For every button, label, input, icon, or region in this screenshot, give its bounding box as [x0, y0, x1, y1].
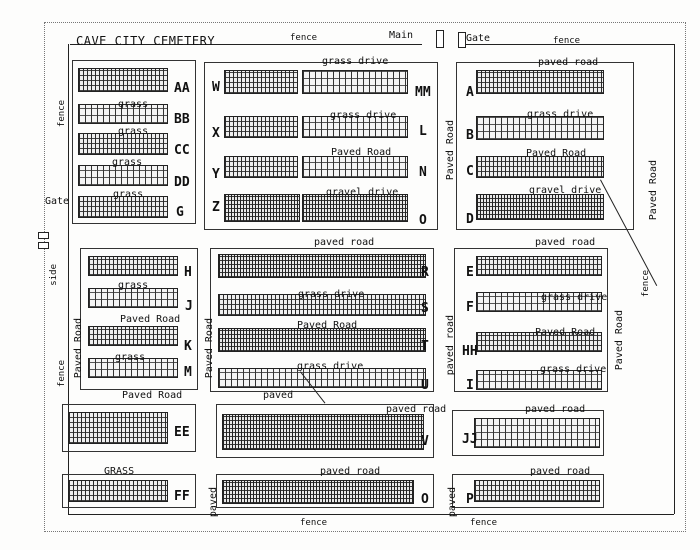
road-label: paved road [535, 237, 596, 248]
road-label: grass drive [527, 109, 594, 120]
section-label: K [184, 339, 192, 354]
fence-right-line [674, 44, 675, 514]
section-label: AA [174, 81, 190, 96]
section-label: G [176, 205, 184, 220]
section-label: F [466, 300, 474, 315]
grave-block [474, 480, 600, 502]
road-label: Paved Road [204, 318, 215, 379]
road-label: Paved Road [614, 310, 625, 371]
boundary-label: fence [57, 360, 67, 388]
road-label: grass drive [297, 361, 364, 372]
road-label: grass drive [541, 292, 608, 303]
section-label: V [421, 434, 429, 449]
section-label: M [184, 365, 192, 380]
section-label: O [419, 213, 427, 228]
grave-block [224, 116, 298, 138]
boundary-label: fence [470, 518, 498, 528]
road-label: paved [263, 390, 294, 401]
road-label: paved road [525, 404, 586, 415]
section-label: D [466, 212, 474, 227]
section-label: Y [212, 167, 220, 182]
boundary-label: side [49, 264, 59, 286]
boundary-label: fence [300, 518, 328, 528]
road-label: grass [113, 189, 144, 200]
section-label: H [184, 265, 192, 280]
road-label: Paved Road [445, 120, 456, 181]
section-label: CC [174, 143, 190, 158]
road-label: grass [112, 157, 143, 168]
section-label: C [466, 164, 474, 179]
grave-block [224, 70, 298, 94]
road-label: paved road [445, 315, 456, 376]
road-label: grass drive [540, 364, 607, 375]
road-label: Paved Road [331, 147, 392, 158]
road-label: paved road [320, 466, 381, 477]
grave-block [476, 194, 604, 220]
boundary-label: fence [290, 33, 318, 43]
road-label: grass drive [298, 289, 365, 300]
boundary-label: fence [57, 100, 67, 128]
section-label: X [212, 126, 220, 141]
grave-block [88, 326, 178, 346]
grave-block [68, 480, 168, 502]
entrance-label: Gate [466, 33, 491, 44]
section-label: EE [174, 425, 190, 440]
road-label: paved [208, 487, 219, 518]
road-label: gravel drive [326, 187, 399, 198]
gate-side-upper [458, 32, 466, 48]
grave-block [302, 156, 408, 178]
boundary-label: fence [553, 36, 581, 46]
section-label: W [212, 80, 220, 95]
section-label: L [419, 124, 427, 139]
grave-block [88, 288, 178, 308]
road-label: Paved Road [297, 320, 358, 331]
section-label: Z [212, 200, 220, 215]
section-label: J [185, 299, 193, 314]
road-label: GRASS [104, 466, 135, 477]
road-label: gravel drive [529, 185, 602, 196]
road-label: grass drive [330, 110, 397, 121]
grave-block [68, 412, 168, 444]
road-label: paved road [386, 404, 447, 415]
grave-block [78, 165, 168, 186]
grave-block [218, 254, 426, 278]
section-label: A [466, 85, 474, 100]
grave-block [474, 418, 600, 448]
grave-block [78, 68, 168, 92]
section-label: FF [174, 489, 190, 504]
gate-left-1 [38, 232, 49, 239]
gate-left-2 [38, 242, 49, 249]
road-label: paved road [314, 237, 375, 248]
road-label: Paved Road [73, 318, 84, 379]
road-label: grass drive [322, 56, 389, 67]
section-label: S [421, 301, 429, 316]
grave-block [224, 156, 298, 178]
road-label: grass [118, 99, 149, 110]
section-label: BB [174, 112, 190, 127]
section-label: R [421, 265, 429, 280]
section-label: B [466, 128, 474, 143]
road-label: grass [118, 280, 149, 291]
road-label: Paved Road [648, 160, 659, 221]
fence-bottom-line [68, 514, 674, 515]
section-label: JJ [462, 432, 478, 447]
section-label: DD [174, 175, 190, 190]
grave-block [222, 414, 424, 450]
section-label: O [421, 492, 429, 507]
boundary-label: fence [641, 270, 651, 298]
road-label: paved road [530, 466, 591, 477]
road-label: grass [115, 352, 146, 363]
section-label: HH [462, 344, 478, 359]
road-label: Paved Road [122, 390, 183, 401]
section-label: U [421, 378, 429, 393]
road-label: Paved Road [535, 327, 596, 338]
grave-block [88, 256, 178, 276]
section-label: I [466, 378, 474, 393]
road-label: Paved Road [526, 148, 587, 159]
road-label: grass [118, 126, 149, 137]
section-label: N [419, 165, 427, 180]
grave-block [476, 256, 602, 276]
section-label: MM [415, 85, 431, 100]
road-label: paved road [538, 57, 599, 68]
map-title: CAVE CITY CEMETERY [76, 34, 216, 48]
road-label: Paved Road [120, 314, 181, 325]
grave-block [218, 328, 426, 352]
section-label: T [421, 339, 429, 354]
entrance-label: Gate [45, 196, 70, 207]
gate-main [436, 30, 444, 48]
entrance-label: Main [389, 30, 414, 41]
road-label: paved [447, 487, 458, 518]
grave-block [476, 70, 604, 94]
grave-block [476, 156, 604, 178]
grave-block [224, 194, 300, 222]
grave-block [302, 70, 408, 94]
section-label: E [466, 265, 474, 280]
grave-block [222, 480, 414, 504]
grave-block [302, 194, 408, 222]
section-label: P [466, 492, 474, 507]
